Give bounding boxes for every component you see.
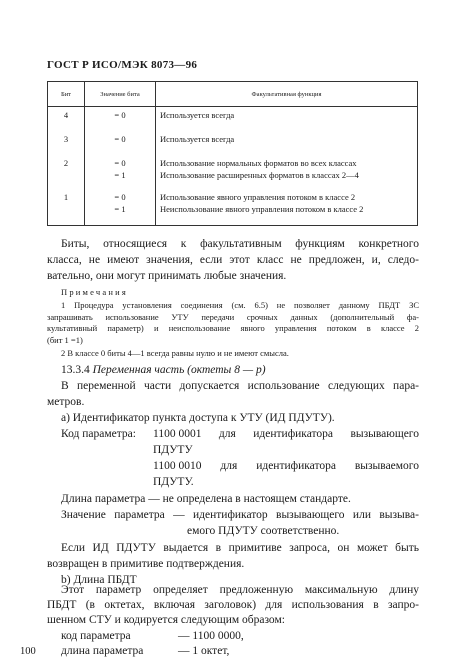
bit-cell: 4 xyxy=(48,107,85,130)
code-value: 1100 0010 xyxy=(153,460,202,472)
paragraph-line: Биты, относящиеся к факультативным функциям конкретного xyxy=(61,238,419,250)
note-line: запрашивать использование УТУ передачи срочных данных (дополнительный фа- xyxy=(47,311,419,322)
table-row xyxy=(48,129,418,153)
bit-function-table xyxy=(47,81,418,226)
code-word: для xyxy=(218,428,236,440)
function-cell xyxy=(156,187,418,226)
page-number: 100 xyxy=(20,646,36,657)
note-line: 2 В классе 0 биты 4—1 всегда равны нулю и не имеют смысла. xyxy=(61,348,289,358)
paragraph-line: класса, не имеют значения, если этот класс не предложен, и, следо- xyxy=(47,254,419,266)
section-number: 13.3.4 xyxy=(61,364,90,376)
bit-value-cell xyxy=(85,153,156,187)
paragraph-line: метров. xyxy=(47,396,85,408)
def-value: — 1 октет, xyxy=(178,645,230,657)
value-line-cont: емого ПДУТУ соответственно. xyxy=(187,525,340,537)
paragraph-line: возвращен в примитиве подтверждения. xyxy=(47,558,245,570)
paragraph-line: ПБДТ (в октетах, включая заголовок) для использования в запро- xyxy=(47,599,419,611)
function-text: Использование расширенных форматов в классах 2—4 xyxy=(160,170,359,180)
bit-cell: 3 xyxy=(48,129,85,153)
table-row xyxy=(48,153,418,187)
code-word: вызывающего xyxy=(350,428,419,440)
column-header-bit-value: Значение бита xyxy=(85,82,156,107)
code-word: идентификатора xyxy=(253,428,333,440)
function-text: Использование явного управления потоком в классе 2 xyxy=(160,192,356,202)
function-text: Неиспользование явного управления потоком в классе 2 xyxy=(160,204,364,214)
notes-title: Примечания xyxy=(61,287,128,297)
table-row xyxy=(48,107,418,130)
code-value: 1100 0001 xyxy=(153,428,202,440)
value-line: Значение параметра — идентификатор вызывающего или вызыва- xyxy=(61,509,419,521)
code-word: идентификатора xyxy=(256,460,336,472)
bit-value: = 0 xyxy=(114,192,126,202)
code-label: Код параметра: xyxy=(61,428,136,440)
paragraph-line: вательно, они могут принимать любые значения. xyxy=(47,270,287,282)
code-line-cont: ПДУТУ xyxy=(153,444,193,456)
bit-value: = 1 xyxy=(114,170,126,180)
section-heading xyxy=(61,362,266,378)
def-value: — 1100 0000, xyxy=(178,630,244,642)
function-cell: Используется всегда xyxy=(156,129,418,153)
length-line: Длина параметра — не определена в настоящем стандарте. xyxy=(61,493,351,505)
paragraph-line: Этот параметр определяет предложенную максимальную длину xyxy=(61,584,419,596)
page-header: ГОСТ Р ИСО/МЭК 8073—96 xyxy=(47,59,198,71)
section-title: Переменная часть (октеты 8 — р) xyxy=(92,364,266,376)
note-line: (бит 1 =1) xyxy=(47,334,83,345)
function-cell: Используется всегда xyxy=(156,107,418,130)
paragraph-line: В переменной части допускается использование следующих пара- xyxy=(61,380,419,392)
function-cell xyxy=(156,153,418,187)
column-header-function: Факультативная функция xyxy=(156,82,418,107)
bit-value: = 0 xyxy=(114,158,126,168)
bit-cell: 2 xyxy=(48,153,85,187)
def-label: длина параметра xyxy=(61,645,144,657)
function-text: Использование нормальных форматов во всех классах xyxy=(160,158,357,168)
note-line: культативный параметр) и неиспользование явного управления потоком в классе 2 xyxy=(47,323,419,333)
bit-value-cell xyxy=(85,187,156,226)
bit-value-cell: = 0 xyxy=(85,107,156,130)
column-header-bit: Бит xyxy=(48,82,85,107)
table-header-row xyxy=(48,82,418,107)
code-word: вызываемого xyxy=(354,460,419,472)
bit-value: = 1 xyxy=(114,204,126,214)
code-word: для xyxy=(220,460,238,472)
code-line-cont: ПДУТУ. xyxy=(153,476,194,488)
paragraph-line: шенном СТУ и кодируется следующим образом: xyxy=(47,614,285,626)
code-line xyxy=(153,458,419,474)
note-line: 1 Процедура установления соединения (см. 6.5) не позволяет данному ПБДТ ЗС xyxy=(61,300,419,310)
paragraph-line: Если ИД ПДУТУ выдается в примитиве запроса, он может быть xyxy=(61,542,419,554)
code-line xyxy=(153,426,419,442)
def-label: код параметра xyxy=(61,630,131,642)
list-item-b: b) Длина ПБДТ xyxy=(61,574,137,586)
bit-value-cell: = 0 xyxy=(85,129,156,153)
bit-cell: 1 xyxy=(48,187,85,226)
table-row xyxy=(48,187,418,226)
list-item-a: а) Идентификатор пункта доступа к УТУ (ИД ПДУТУ). xyxy=(61,412,335,424)
